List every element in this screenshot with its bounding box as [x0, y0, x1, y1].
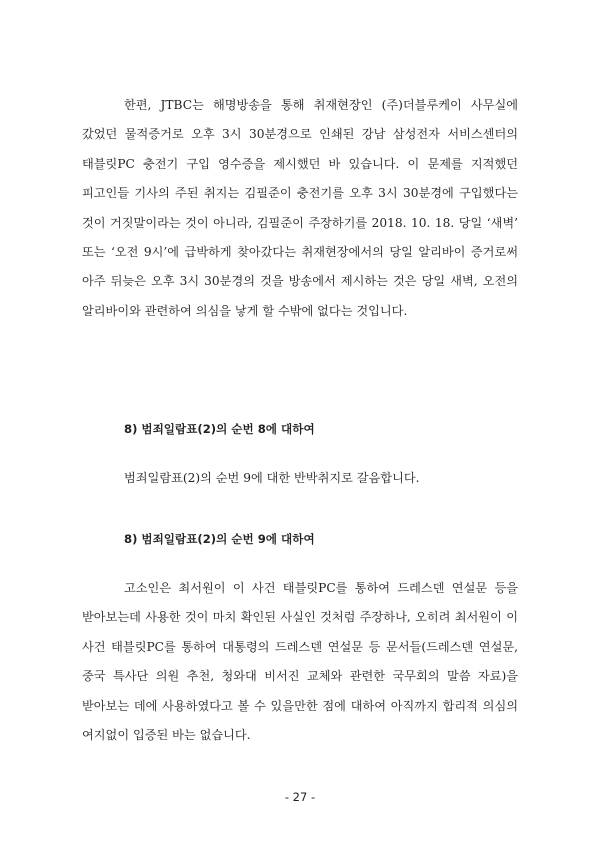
body-paragraph-jtbc-broadcast: 한편, JTBC는 해명방송을 통해 취재현장인 (주)더블루케이 사무실에 갔었던 물적증거로 오후 3시 30분경으로 인쇄된 강남 삼성전자 서비스센터의 태블릿PC 충전기 구입 영수증을 제시했던 바 있습니다. 이 문제를 지적했던 피고인들 기사의 주된 취지는 김필준이 충전기를 오후 3시 30분경에 구입했다는 것이 거짓말이라는 것이 아니라, 김필준이 주장하기를 2018. 10. 18. 당일 ‘새벽’ 또는 ‘오전 9시’에 급박하게 찾아갔다는 취재현장에서의 당일 알리바이 증거로써 아주 뒤늦은 오후 3시 30분경의 것을 방송에서 제시하는 것은 당일 새벽, 오전의 알리바이와 관련하여 의심을 낳게 할 수밖에 없다는 것입니다.	[82, 98, 518, 318]
body-paragraph-item-8: 범죄일람표(2)의 순번 9에 대한 반박취지로 갈음합니다.	[124, 471, 420, 485]
section-heading-item-8: 8) 범죄일람표(2)의 순번 8에 대하여	[124, 422, 315, 436]
page-number: - 27 -	[284, 790, 316, 804]
section-heading-item-9: 8) 범죄일람표(2)의 순번 9에 대하여	[124, 532, 315, 546]
body-paragraph-item-9: 고소인은 최서원이 이 사건 태블릿PC를 통하여 드레스덴 연설문 등을 받아보는데 사용한 것이 마치 확인된 사실인 것처럼 주장하나, 오히려 최서원이 이 사건 태블릿PC를 통하여 대통령의 드레스덴 연설문 등 문서들(드레스덴 연설문, 중국 특사단 의원 추천, 청와대 비서진 교체와 관련한 국무회의 말씀 자료)을 받아보는 데에 사용하였다고 볼 수 있을만한 점에 대하여 아직까지 합리적 의심의 여지없이 입증된 바는 없습니다.	[82, 581, 518, 743]
